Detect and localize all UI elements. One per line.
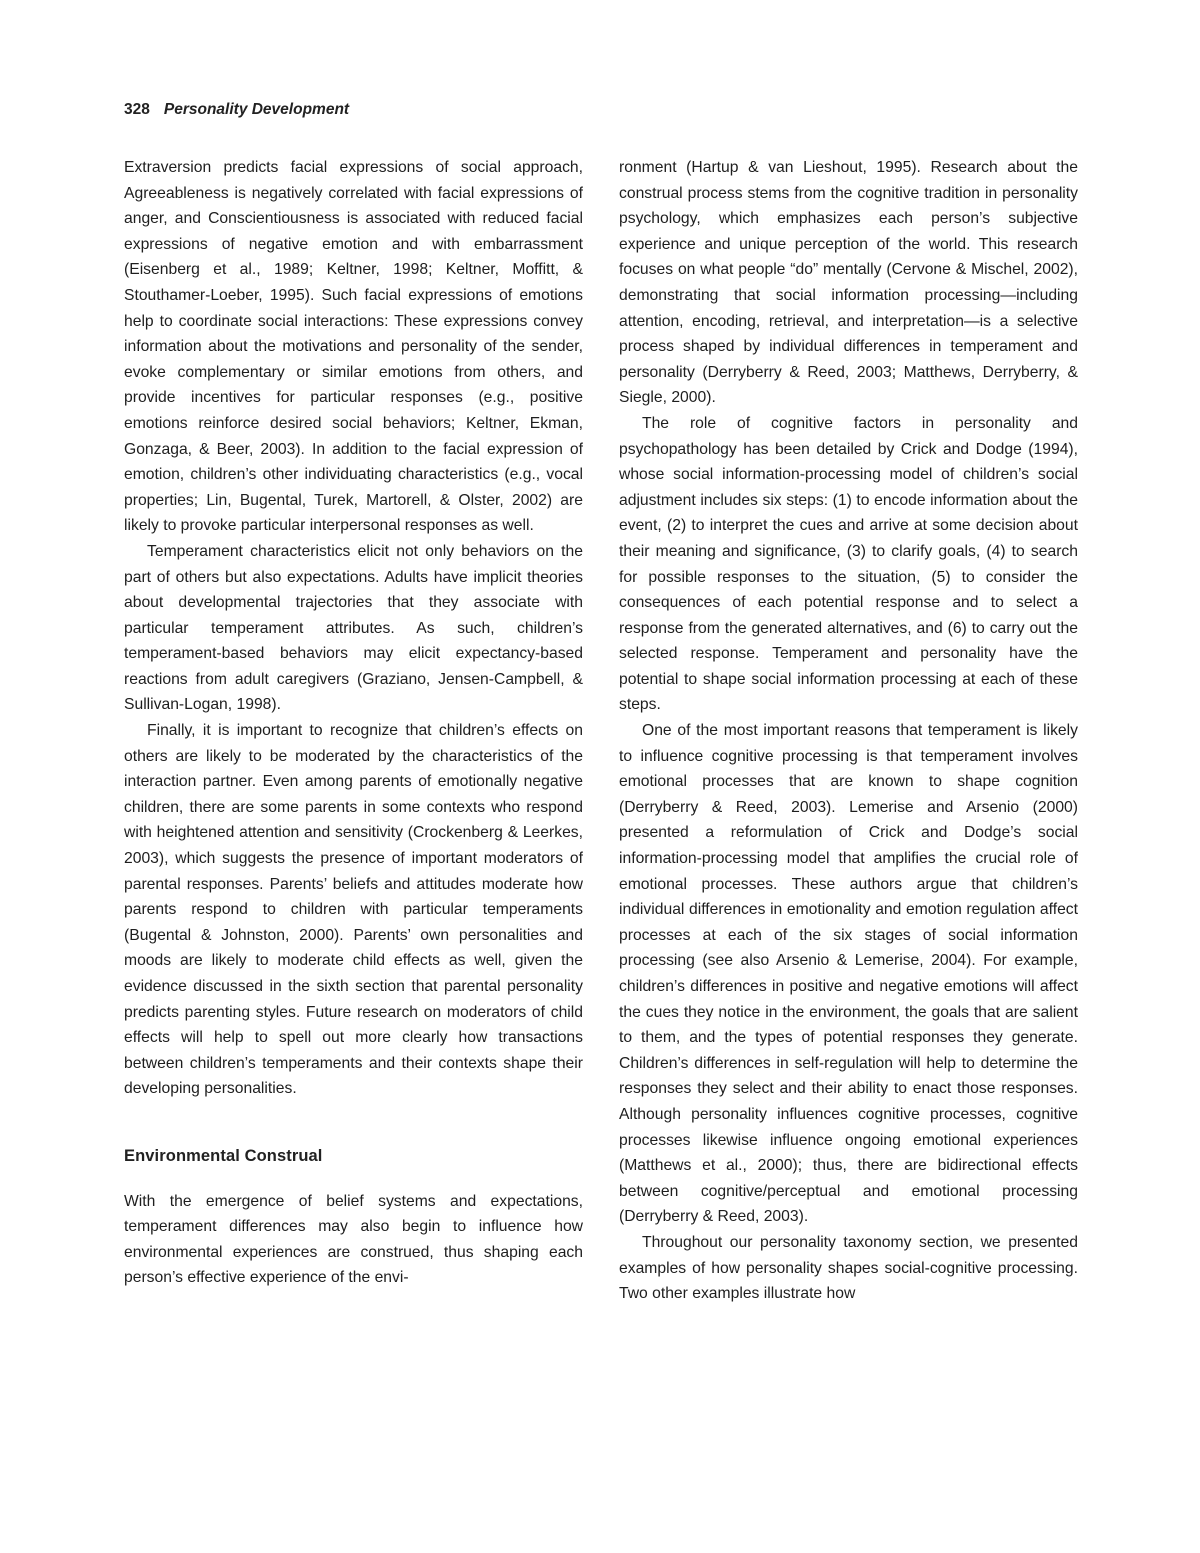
paragraph-moderators: Finally, it is important to recognize that children’s effects on others are likely to be moderated by the characteristics of the interaction partner. Even among parents of emotionally negative children, there are some parents in some contexts who respond with heightened attention and sensitivity (Crockenberg & Leerkes, 2003), which suggests the presence of important moderators of parental responses. Parents’ beliefs and attitudes moderate how parents respond to children with particular temperaments (Bugental & Johnston, 2000). Parents’ own personalities and moods are likely to moderate child effects as well, given the evidence discussed in the sixth section that parental personality predicts parenting styles. Future research on moderators of child effects will help to spell out more clearly how transactions between children’s temperaments and their contexts shape their developing personalities.: [124, 722, 583, 1098]
paragraph-taxonomy-examples: Throughout our personality taxonomy section, we presented examples of how personality shapes social-cognitive processing. Two other examples illustrate how: [619, 1233, 1078, 1303]
page-number: 328: [124, 101, 150, 118]
paragraph-emotional-processes: One of the most important reasons that temperament is likely to influence cognitive processing is that temperament involves emotional processes that are known to shape cognition (Derryberry & Reed, 2003). Lemerise and Arsenio (2000) presented a reformulation of Crick and Dodge’s social information-processing model that amplifies the crucial role of emotional processes. These authors argue that children’s individual differences in emotionality and emotion regulation affect processes at each of the six stages of social information processing (see also Arsenio & Lemerise, 2004). For example, children’s differences in positive and negative emotions will affect the cues they notice in the environment, the goals that are salient to them, and the types of potential responses they generate. Children’s differences in self-regulation will help to determine the responses they select and their ability to enact those responses. Although personality influences cognitive processes, cognitive processes likewise influence ongoing emotional experiences (Matthews et al., 2000); thus, there are bidirectional effects between cognitive/perceptual and emotional processing (Derryberry & Reed, 2003).: [619, 722, 1078, 1226]
paragraph-construal-process: ronment (Hartup & van Lieshout, 1995). Research about the construal process stems from the cognitive tradition in personality psychology, which emphasizes each person’s subjective experience and unique perception of the world. This research focuses on what people “do” mentally (Cervone & Mischel, 2002), demonstrating that social information processing—including attention, encoding, retrieval, and interpretation—is a selective process shaped by individual differences in temperament and personality (Derryberry & Reed, 2003; Matthews, Derryberry, & Siegle, 2000).: [619, 159, 1078, 407]
paragraph-temperament-expectations: Temperament characteristics elicit not only behaviors on the part of others but also expectations. Adults have implicit theories about developmental trajectories that they associate with particular temperament attributes. As such, children’s temperament-based behaviors may elicit expectancy-based reactions from adult caregivers (Graziano, Jensen-Campbell, & Sullivan-Logan, 1998).: [124, 542, 583, 714]
paragraph-environmental-construal: With the emergence of belief systems and expectations, temperament differences may also begin to influence how environmental experiences are construed, thus shaping each person’s effective experience of the envi-: [124, 1192, 583, 1287]
right-column: [619, 155, 1078, 1307]
running-head: [124, 101, 349, 119]
left-column: [124, 155, 583, 1291]
paragraph-cognitive-factors: The role of cognitive factors in personality and psychopathology has been detailed by Crick and Dodge (1994), whose social information-processing model of children’s social adjustment includes six steps: (1) to encode information about the event, (2) to interpret the cues and arrive at some decision about their meaning and significance, (3) to clarify goals, (4) to search for possible responses to the situation, (5) to consider the consequences of each potential response and to select a response from the generated alternatives, and (6) to carry out the selected response. Temperament and personality have the potential to shape social information processing at each of these steps.: [619, 414, 1078, 714]
paragraph-facial-expressions: Extraversion predicts facial expressions of social approach, Agreeableness is negatively correlated with facial expressions of anger, and Conscientiousness is associated with reduced facial expressions of negative emotion and with embarrassment (Eisenberg et al., 1989; Keltner, 1998; Keltner, Moffitt, & Stouthamer-Loeber, 1995). Such facial expressions of emotions help to coordinate social interactions: These expressions convey information about the motivations and personality of the sender, evoke complementary or similar emotions from others, and provide incentives for particular responses (e.g., positive emotions reinforce desired social behaviors; Keltner, Ekman, Gonzaga, & Beer, 2003). In addition to the facial expression of emotion, children’s other individuating characteristics (e.g., vocal properties; Lin, Bugental, Turek, Martorell, & Olster, 2002) are likely to provoke particular interpersonal responses as well.: [124, 159, 583, 535]
running-title: Personality Development: [163, 101, 350, 118]
section-heading: Environmental Construal: [124, 1146, 323, 1165]
